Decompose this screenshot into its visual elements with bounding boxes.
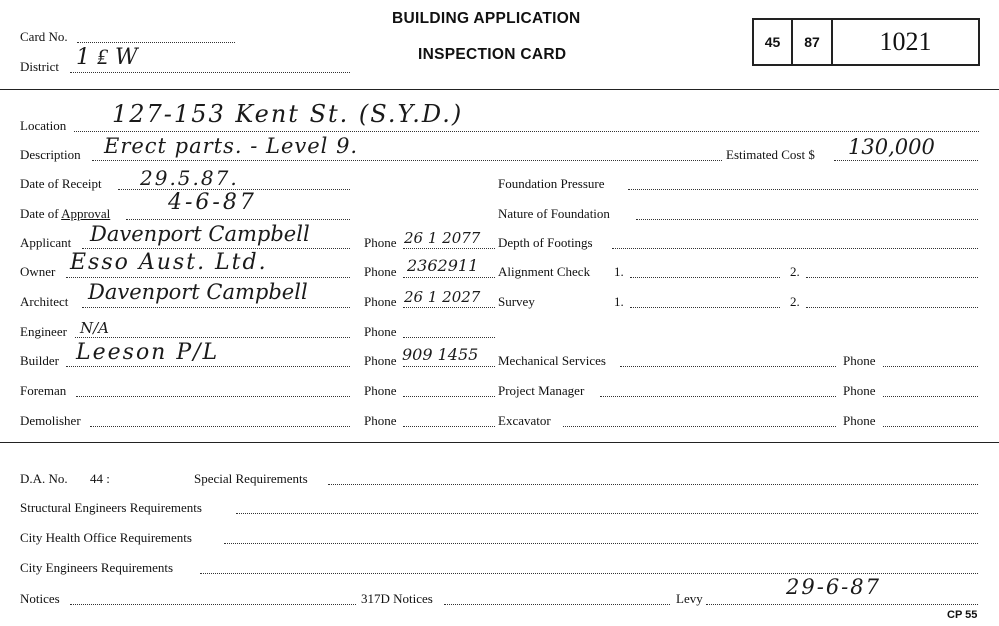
- project-manager-label: Project Manager: [498, 383, 585, 398]
- notices-label: Notices: [20, 591, 60, 606]
- depth-of-footings-field[interactable]: [612, 248, 978, 249]
- nature-of-foundation-field[interactable]: [636, 219, 978, 220]
- applicant-phone-label: Phone: [364, 235, 397, 250]
- architect-value: Davenport Campbell: [88, 280, 308, 304]
- date-of-receipt-label: Date of Receipt: [20, 176, 102, 191]
- survey-1-field[interactable]: [630, 307, 780, 308]
- builder-phone-label: Phone: [364, 353, 397, 368]
- survey-label: Survey: [498, 294, 535, 309]
- demolisher-phone-label: Phone: [364, 413, 397, 428]
- date-of-approval-label: Date of Approval: [20, 206, 111, 221]
- card-title-line2: INSPECTION CARD: [418, 46, 567, 63]
- foreman-phone-field[interactable]: [403, 396, 495, 397]
- 317d-notices-field[interactable]: [444, 604, 670, 605]
- alignment-check-1-label: 1.: [614, 264, 624, 279]
- main-divider: [0, 442, 999, 443]
- architect-phone-field[interactable]: [403, 307, 495, 308]
- mechanical-services-label: Mechanical Services: [498, 353, 606, 368]
- description-label: Description: [20, 147, 81, 162]
- foreman-field[interactable]: [76, 396, 350, 397]
- da-no-value: 44 :: [90, 471, 110, 486]
- project-manager-phone-label: Phone: [843, 383, 876, 398]
- structural-requirements-label: Structural Engineers Requirements: [20, 500, 202, 515]
- mechanical-services-phone-field[interactable]: [883, 366, 978, 367]
- alignment-check-label: Alignment Check: [498, 264, 591, 279]
- builder-value: Leeson P/L: [76, 340, 220, 365]
- architect-field[interactable]: [82, 307, 350, 308]
- alignment-check-2-label: 2.: [790, 264, 800, 279]
- special-requirements-label: Special Requirements: [194, 471, 308, 486]
- location-label: Location: [20, 118, 67, 133]
- card-title-line1: BUILDING APPLICATION: [392, 10, 581, 27]
- engineer-value: N/A: [80, 319, 110, 337]
- builder-phone: 909 1455: [402, 345, 479, 364]
- applicant-field[interactable]: [82, 248, 350, 249]
- estimated-cost-field[interactable]: [834, 160, 978, 161]
- 317d-notices-label: 317D Notices: [361, 591, 433, 606]
- city-engineers-requirements-label: City Engineers Requirements: [20, 560, 174, 575]
- location-field[interactable]: [74, 131, 979, 132]
- excavator-phone-label: Phone: [843, 413, 876, 428]
- form-code: CP 55: [947, 609, 978, 621]
- card-number: 1021: [879, 27, 932, 56]
- depth-of-footings-label: Depth of Footings: [498, 235, 593, 250]
- applicant-label: Applicant: [20, 235, 72, 250]
- engineer-field[interactable]: [75, 337, 350, 338]
- district-value: 1 ₤ W: [76, 45, 138, 70]
- engineer-phone-label: Phone: [364, 324, 397, 339]
- box-cell-1: 45: [764, 34, 781, 50]
- architect-phone-label: Phone: [364, 294, 397, 309]
- architect-phone: 26 1 2027: [404, 288, 481, 306]
- date-of-receipt-value: 29.5.87.: [140, 166, 239, 190]
- date-of-approval-value: 4-6-87: [168, 190, 257, 215]
- foundation-pressure-field[interactable]: [628, 189, 978, 190]
- applicant-phone: 26 1 2077: [404, 229, 481, 247]
- demolisher-phone-field[interactable]: [403, 426, 495, 427]
- card-no-label: Card No.: [20, 29, 68, 44]
- excavator-label: Excavator: [498, 413, 551, 428]
- excavator-field[interactable]: [563, 426, 836, 427]
- foundation-pressure-label: Foundation Pressure: [498, 176, 605, 191]
- project-manager-phone-field[interactable]: [883, 396, 978, 397]
- structural-requirements-field[interactable]: [236, 513, 978, 514]
- survey-1-label: 1.: [614, 294, 624, 309]
- foreman-phone-label: Phone: [364, 383, 397, 398]
- city-health-requirements-label: City Health Office Requirements: [20, 530, 192, 545]
- estimated-cost-value: 130,000: [848, 135, 935, 159]
- owner-value: Esso Aust. Ltd.: [70, 250, 268, 275]
- owner-phone-label: Phone: [364, 264, 397, 279]
- survey-2-field[interactable]: [806, 307, 978, 308]
- mechanical-services-field[interactable]: [620, 366, 836, 367]
- card-number-box: [752, 18, 980, 66]
- architect-label: Architect: [20, 294, 69, 309]
- engineer-phone-field[interactable]: [403, 337, 495, 338]
- description-field[interactable]: [92, 160, 722, 161]
- excavator-phone-field[interactable]: [883, 426, 978, 427]
- owner-phone-field[interactable]: [403, 277, 495, 278]
- city-engineers-requirements-field[interactable]: [200, 573, 978, 574]
- notices-field[interactable]: [70, 604, 356, 605]
- owner-phone: 2362911: [407, 256, 479, 275]
- levy-label: Levy: [676, 591, 703, 606]
- alignment-check-2-field[interactable]: [806, 277, 978, 278]
- special-requirements-field[interactable]: [328, 484, 978, 485]
- alignment-check-1-field[interactable]: [630, 277, 780, 278]
- description-value: Erect parts. - Level 9.: [104, 134, 359, 158]
- applicant-value: Davenport Campbell: [90, 222, 310, 246]
- demolisher-field[interactable]: [90, 426, 350, 427]
- builder-phone-field[interactable]: [403, 366, 495, 367]
- district-line[interactable]: [70, 72, 350, 73]
- location-value: 127-153 Kent St. (S.Y.D.): [112, 100, 464, 128]
- header-divider: [0, 89, 999, 90]
- survey-2-label: 2.: [790, 294, 800, 309]
- district-label: District: [20, 59, 59, 74]
- city-health-requirements-field[interactable]: [224, 543, 978, 544]
- card-no-line[interactable]: [77, 42, 235, 43]
- da-no-label: D.A. No.: [20, 471, 68, 486]
- owner-field[interactable]: [66, 277, 350, 278]
- levy-field[interactable]: [706, 604, 978, 605]
- owner-label: Owner: [20, 264, 56, 279]
- engineer-label: Engineer: [20, 324, 67, 339]
- mechanical-services-phone-label: Phone: [843, 353, 876, 368]
- levy-value: 29-6-87: [786, 575, 881, 599]
- applicant-phone-field[interactable]: [403, 248, 495, 249]
- estimated-cost-label: Estimated Cost $: [726, 147, 815, 162]
- box-cell-2: 87: [804, 34, 820, 50]
- builder-field[interactable]: [66, 366, 350, 367]
- nature-of-foundation-label: Nature of Foundation: [498, 206, 610, 221]
- foreman-label: Foreman: [20, 383, 67, 398]
- date-of-approval-field[interactable]: [126, 219, 350, 220]
- builder-label: Builder: [20, 353, 59, 368]
- project-manager-field[interactable]: [600, 396, 836, 397]
- demolisher-label: Demolisher: [20, 413, 81, 428]
